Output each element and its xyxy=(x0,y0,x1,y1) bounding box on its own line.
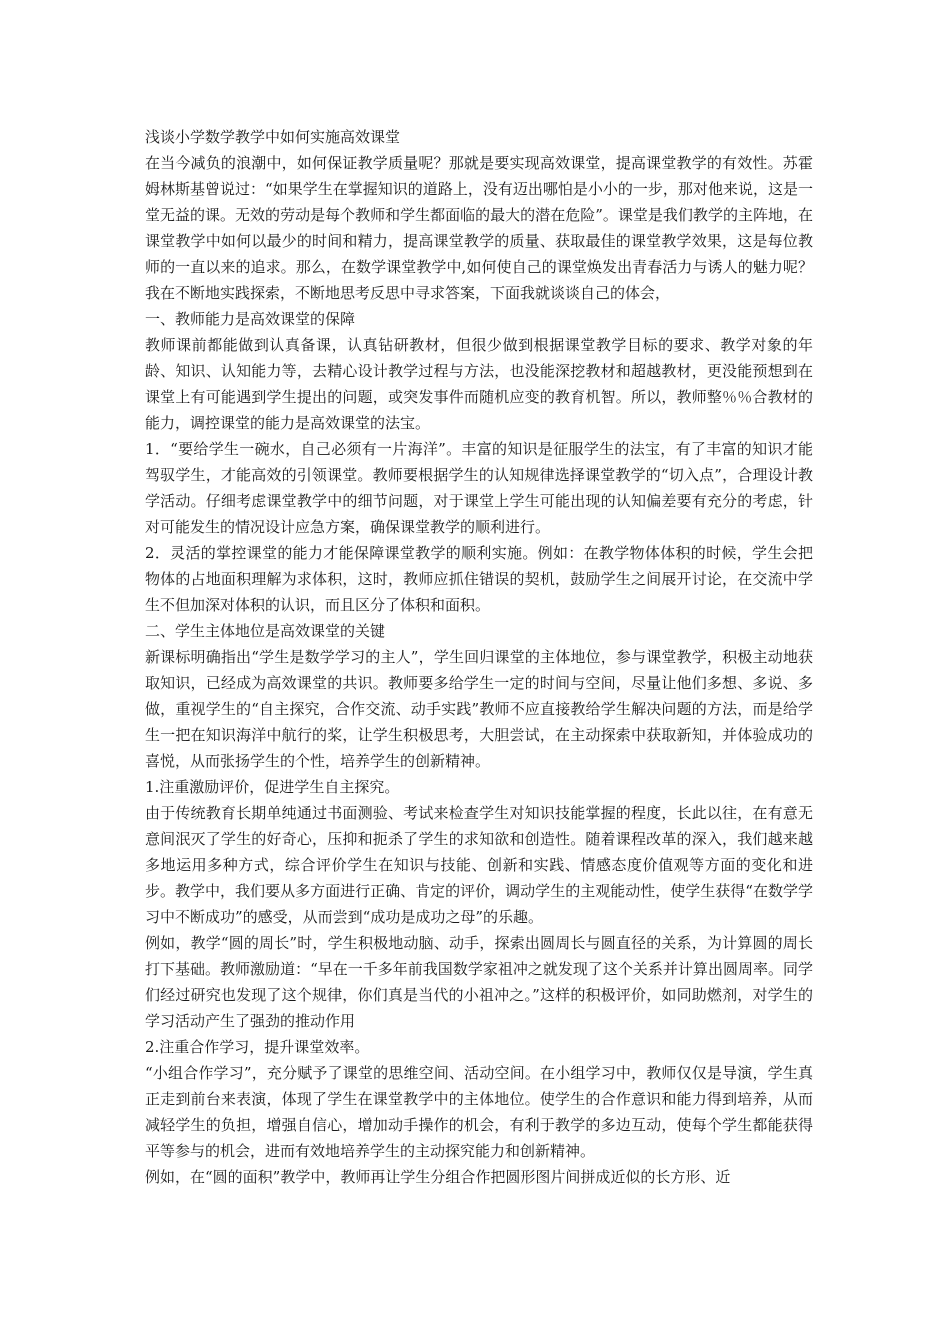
body-paragraph: “小组合作学习”，充分赋予了课堂的思维空间、活动空间。在小组学习中，教师仅仅是导演，学生真正走到前台来表演，体现了学生在课堂教学中的主体地位。使学生的合作意识和能力得到培养，从而减轻学生的负担，增强自信心，增加动手操作的机会，有利于教学的多边互动，使每个学生都能获得平等参与的机会，进而有效地培养学生的主动探究能力和创新精神。 xyxy=(145,1064,813,1160)
body-paragraph: 由于传统教育长期单纯通过书面测验、考试来检查学生对知识技能掌握的程度，长此以往，在有意无意间泯灭了学生的好奇心，压抑和扼杀了学生的求知欲和创造性。随着课程改革的深入，我们越来越多地运用多种方式，综合评价学生在知识与技能、创新和实践、情感态度价值观等方面的变化和进步。教学中，我们要从多方面进行正确、肯定的评价，调动学生的主观能动性，使学生获得“在数学学习中不断成功”的感受，从而尝到“成功是成功之母”的乐趣。 xyxy=(145,804,813,926)
body-paragraph: 1．“要给学生一碗水，自己必须有一片海洋”。丰富的知识是征服学生的法宝，有了丰富的知识才能驾驭学生，才能高效的引领课堂。教师要根据学生的认知规律选择课堂教学的“切入点”，合理设计教学活动。仔细考虑课堂教学中的细节问题，对于课堂上学生可能出现的认知偏差要有充分的考虑，针对可能发生的情况设计应急方案，确保课堂教学的顺利进行。 xyxy=(145,440,813,536)
document-title: 浅谈小学数学教学中如何实施高效课堂 xyxy=(145,128,401,146)
subsection-heading: 2.注重合作学习，提升课堂效率。 xyxy=(145,1038,370,1056)
body-paragraph: 在当今减负的浪潮中，如何保证教学质量呢？那就是要实现高效课堂，提高课堂教学的有效性。苏霍姆林斯基曾说过：“如果学生在掌握知识的道路上，没有迈出哪怕是小小的一步，那对他来说，这是一堂无益的课。无效的劳动是每个教师和学生都面临的最大的潜在危险”。课堂是我们教学的主阵地，在课堂教学中如何以最少的时间和精力，提高课堂教学的质量、获取最佳的课堂教学效果，这是每位教师的一直以来的追求。那么，在数学课堂教学中,如何使自己的课堂焕发出青春活力与诱人的魅力呢？我在不断地实践探索，不断地思考反思中寻求答案，下面我就谈谈自己的体会， xyxy=(145,154,813,302)
body-paragraph: 教师课前都能做到认真备课，认真钻研教材，但很少做到根据课堂教学目标的要求、教学对象的年龄、知识、认知能力等，去精心设计教学过程与方法，也没能深挖教材和超越教材，更没能预想到在课堂上有可能遇到学生提出的问题，或突发事件而随机应变的教育机智。所以，教师整％％合教材的能力，调控课堂的能力是高效课堂的法宝。 xyxy=(145,336,813,432)
document-body xyxy=(145,124,813,1190)
body-paragraph: 2．灵活的掌控课堂的能力才能保障课堂教学的顺利实施。例如：在教学物体体积的时候，学生会把物体的占地面积理解为求体积，这时，教师应抓住错误的契机，鼓励学生之间展开讨论，在交流中学生不但加深对体积的认识，而且区分了体积和面积。 xyxy=(145,544,813,614)
body-paragraph: 例如，教学“圆的周长”时，学生积极地动脑、动手，探索出圆周长与圆直径的关系，为计算圆的周长打下基础。教师激励道：“早在一千多年前我国数学家祖冲之就发现了这个关系并计算出圆周率。同学们经过研究也发现了这个规律，你们真是当代的小祖冲之。”这样的积极评价，如同助燃剂，对学生的学习活动产生了强劲的推动作用 xyxy=(145,934,813,1030)
subsection-heading: 1.注重激励评价，促进学生自主探究。 xyxy=(145,778,400,796)
body-paragraph: 新课标明确指出“学生是数学学习的主人”，学生回归课堂的主体地位，参与课堂教学，积极主动地获取知识，已经成为高效课堂的共识。教师要多给学生一定的时间与空间，尽量让他们多想、多说、多做，重视学生的“自主探究，合作交流、动手实践”教师不应直接教给学生解决问题的方法，而是给学生一把在知识海洋中航行的桨，让学生积极思考，大胆尝试，在主动探索中获取新知，并体验成功的喜悦，从而张扬学生的个性，培养学生的创新精神。 xyxy=(145,648,813,770)
section-heading: 二、学生主体地位是高效课堂的关键 xyxy=(145,622,386,640)
section-heading: 一、教师能力是高效课堂的保障 xyxy=(145,310,356,328)
body-paragraph: 例如，在“圆的面积”教学中，教师再让学生分组合作把圆形图片间拼成近似的长方形、近 xyxy=(145,1168,731,1186)
